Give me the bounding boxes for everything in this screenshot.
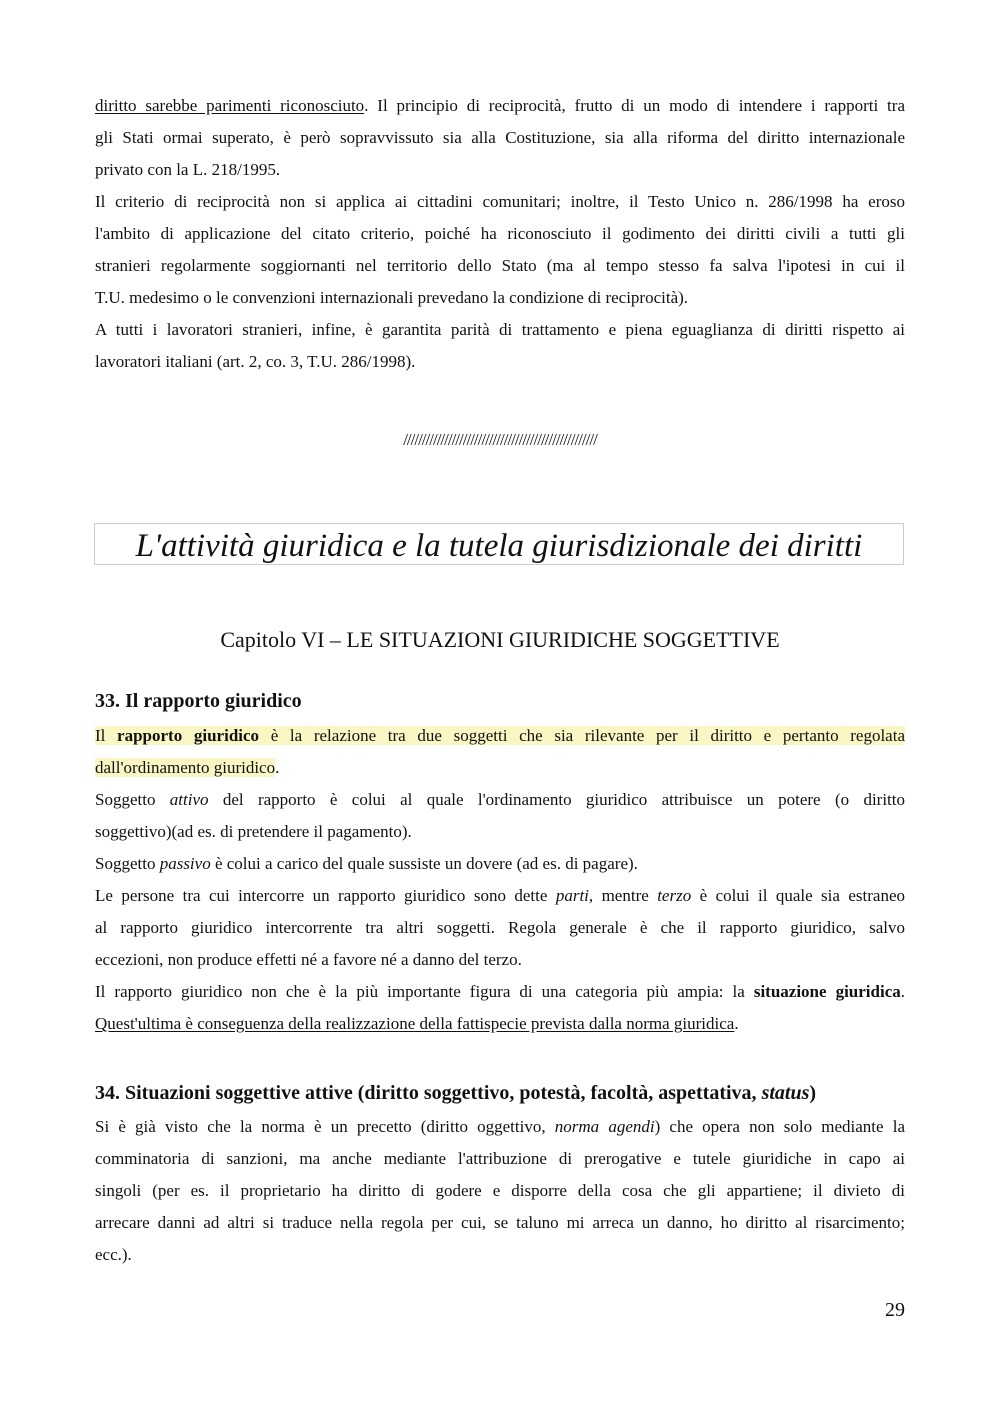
s34-line-4: arrecare danni ad altri si traduce nella regola per cui, se taluno mi arreca un danno, ho diritto al risarcimento; bbox=[95, 1213, 905, 1232]
highlighted-definition-end: dall'ordinamento giuridico bbox=[95, 758, 276, 777]
intro-line-6: stranieri regolarmente soggiornanti nel territorio dello Stato (ma al tempo stesso fa salva l'ipotesi in cui il bbox=[95, 256, 905, 275]
s33-line-3: Soggetto attivo del rapporto è colui al quale l'ordinamento giuridico attribuisce un potere (o diritto bbox=[95, 790, 905, 809]
intro-line-3: privato con la L. 218/1995. bbox=[95, 160, 281, 179]
intro-line-8: A tutti i lavoratori stranieri, infine, è garantita parità di trattamento e piena eguaglianza di diritti rispetto ai bbox=[95, 320, 905, 339]
intro-line-9: lavoratori italiani (art. 2, co. 3, T.U. 286/1998). bbox=[95, 352, 416, 371]
term-passivo: passivo bbox=[159, 854, 211, 873]
section-33-heading: 33. Il rapporto giuridico bbox=[95, 690, 302, 712]
s34-line-3: singoli (per es. il proprietario ha diritto di godere e disporre della cosa che gli appartiene; il divieto di bbox=[95, 1181, 905, 1200]
s33-line-4: soggettivo)(ad es. di pretendere il pagamento). bbox=[95, 822, 412, 841]
s33-line-5: Soggetto passivo è colui a carico del quale sussiste un dovere (ad es. di pagare). bbox=[95, 854, 638, 873]
s33-line-7: al rapporto giuridico intercorrente tra altri soggetti. Regola generale è che il rapporto giuridico, salvo bbox=[95, 918, 905, 937]
intro-line-1 bbox=[95, 90, 905, 122]
s34-line-1: Si è già visto che la norma è un precetto (diritto oggettivo, norma agendi) che opera non solo mediante la bbox=[95, 1117, 905, 1136]
part-title: L'attività giuridica e la tutela giurisdizionale dei diritti bbox=[94, 523, 904, 565]
term-parti: parti bbox=[555, 886, 589, 905]
intro-line-7: T.U. medesimo o le convenzioni internazionali prevedano la condizione di reciprocità). bbox=[95, 288, 689, 307]
s33-line-1 bbox=[95, 720, 905, 752]
intro-text: . Il principio di reciprocità, frutto di un modo di intendere i rapporti tra bbox=[364, 96, 905, 115]
s34-line-2: comminatoria di sanzioni, ma anche mediante l'attribuzione di prerogative e tutele giuridiche in capo ai bbox=[95, 1149, 905, 1168]
term-situazione-giuridica: situazione giuridica bbox=[753, 982, 901, 1001]
s34-line-5: ecc.). bbox=[95, 1245, 132, 1264]
intro-line-5: l'ambito di applicazione del citato criterio, poiché ha riconosciuto il godimento dei diritti civili a tutti gli bbox=[95, 224, 905, 243]
term-terzo: terzo bbox=[657, 886, 692, 905]
term-rapporto-giuridico: rapporto giuridico bbox=[117, 726, 260, 745]
page-number: 29 bbox=[885, 1299, 905, 1321]
section-34-heading: 34. Situazioni soggettive attive (diritto soggettivo, potestà, facoltà, aspettativa, status) bbox=[95, 1082, 817, 1104]
chapter-title: Capitolo VI – LE SITUAZIONI GIURIDICHE SOGGETTIVE bbox=[220, 627, 780, 652]
underlined-statement: Quest'ultima è conseguenza della realizzazione della fattispecie prevista dalla norma giuridica bbox=[95, 1014, 735, 1033]
term-attivo: attivo bbox=[169, 790, 209, 809]
section-separator: //////////////////////////////////////////////////// bbox=[403, 430, 597, 449]
s33-line-2: dall'ordinamento giuridico. bbox=[95, 758, 280, 777]
term-norma-agendi: norma agendi bbox=[554, 1117, 655, 1136]
intro-underlined-text: diritto sarebbe parimenti riconosciuto bbox=[95, 96, 365, 115]
s33-line-6: Le persone tra cui intercorre un rapporto giuridico sono dette parti, mentre terzo è colui il quale sia estraneo bbox=[95, 886, 905, 905]
s33-line-10: Quest'ultima è conseguenza della realizzazione della fattispecie prevista dalla norma giuridica. bbox=[95, 1014, 739, 1033]
intro-line-4: Il criterio di reciprocità non si applica ai cittadini comunitari; inoltre, il Testo Unico n. 286/1998 ha eroso bbox=[95, 192, 905, 211]
highlighted-definition: Il rapporto giuridico è la relazione tra due soggetti che sia rilevante per il diritto e pertanto regolata bbox=[95, 726, 905, 745]
intro-line-2: gli Stati ormai superato, è però sopravvissuto sia alla Costituzione, sia alla riforma del diritto internazionale bbox=[95, 128, 905, 147]
s33-line-9: Il rapporto giuridico non che è la più importante figura di una categoria più ampia: la situazione giuridica. bbox=[95, 982, 905, 1001]
s33-line-8: eccezioni, non produce effetti né a favore né a danno del terzo. bbox=[95, 950, 522, 969]
